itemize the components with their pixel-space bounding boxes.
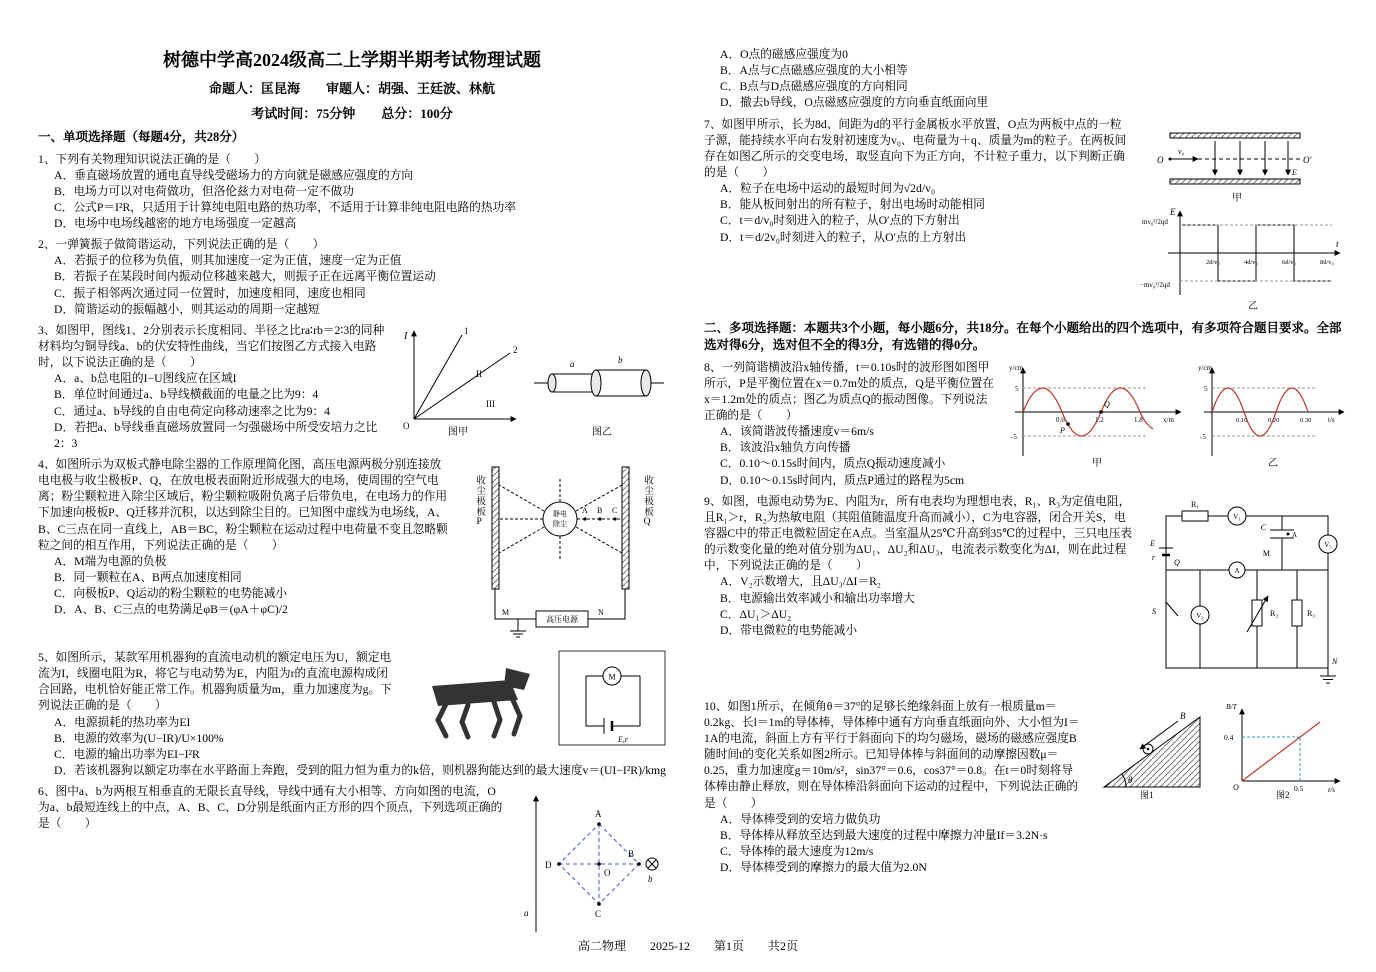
page-title: 树德中学高2024级高二上学期半期考试物理试题 [163, 50, 541, 70]
q8-tick-030: 0.30 [1300, 416, 1312, 424]
q9-option-b: B．电源输出效率减小和输出功率增大 [720, 591, 915, 605]
q6-wire-b-symbol [646, 858, 658, 870]
page-footer: 高二物理 2025-12 第1页 共2页 [578, 939, 798, 953]
q8-stem: 8、一列简谐横波沿x轴传播，t＝0.10s时的波形图如图甲所示，P是平衡位置在x＝0.7m处的质点，Q是平衡位置在x＝1.2m处的质点；图乙为质点Q的振动图像。下列说法正确的是（ ） [704, 360, 994, 422]
q10-stem: 10、如图1所示，在倾角θ＝37°的足够长绝缘斜面上放有一根质量m＝0.2kg、长l＝1m的导体棒，导体棒中通有方向垂直纸面向外、大小恒为I＝1A的电流，斜面上方有平行于斜面向下的均匀磁场，磁场的磁感应强度B随时间t的变化关系如图2所示。已知导体棒与斜面间的动摩擦因数μ＝0.25，重力加速度g＝10m/s²，sin37°＝0.6，cos37°＝0.8。在t＝0时刻将导体棒由静止释放，则在导体棒沿斜面向下运动的过程中，下列说法正确的是（ ） [704, 699, 1080, 810]
q7-field-graph-figure [1140, 203, 1350, 311]
q3-origin-label: O [403, 420, 410, 431]
q7-graph-e-axis-label: E [1170, 206, 1176, 217]
q8-jia-plus5: 5 [1015, 384, 1019, 393]
q7-capacitor-figure [1140, 117, 1345, 203]
q10-rod-current-dot [1147, 747, 1150, 750]
q7-o-label: O [1157, 154, 1164, 165]
q9-q-label: Q [1174, 557, 1180, 567]
q1-option-d: D．电场中电场线越密的地方电场强度一定越高 [54, 217, 297, 231]
q9-r1-label: R₁ [1190, 499, 1200, 509]
q7-figures [1140, 117, 1350, 311]
q3-option-b: B．单位时间通过a、b导线横截面的电量之比为9：4 [54, 388, 319, 402]
q6-option-b: B．A点与C点磁感应强度的大小相等 [720, 64, 908, 78]
q3-iv-graph-figure [396, 323, 666, 437]
q10-option-a: A．导体棒受到的安培力做负功 [720, 812, 881, 826]
q10-option-c: C．导体棒的最大速度为12m/s [720, 844, 874, 858]
q4-figure-canvas [458, 457, 666, 643]
q4-core-label-2: 除尘 [553, 520, 567, 529]
q9-n-label: N [1332, 656, 1338, 666]
q10-b-axis-label: B/T [1226, 701, 1237, 711]
q6-option-a: A．O点的磁感应强度为0 [720, 48, 848, 61]
question-4 [38, 457, 666, 645]
q2-option-c: C．振子相邻两次通过同一位置时，加速度相同，速度也相同 [54, 286, 366, 300]
q10-incline-figure [1092, 699, 1212, 799]
q9-option-d: D．带电微粒的电势能减小 [720, 623, 858, 637]
question-7 [704, 117, 1350, 313]
q6-option-d: D．撤去b导线，O点磁感应强度的方向垂直纸面向里 [720, 96, 989, 110]
question-6 [38, 784, 666, 942]
q2-stem: 2、一弹簧振子做简谐运动，下列说法正确的是（ ） [38, 238, 325, 252]
q3-stem: 3、如图甲，图线1、2分别表示长度相同、半径之比ra∶rb＝2∶3的同种材料均匀铜导线a、b的伏安特性曲线，当它们按图乙方式接入电路时，以下说法正确的是（ ） [38, 323, 385, 370]
q3-option-d: D．若把a、b导线垂直磁场放置同一匀强磁场中所受安培力之比2：3 [54, 420, 378, 450]
q7-oprime-label: O′ [1303, 154, 1312, 165]
q10-bt-graph-figure [1218, 699, 1350, 799]
q3-caption-jia: 图甲 [448, 426, 468, 437]
q6-point-d-label: D [545, 860, 552, 871]
q9-branch-r2 [1247, 570, 1268, 668]
q4-precipitator-figure [458, 457, 666, 643]
q5-battery-label: E,r [618, 735, 628, 745]
q8-jia-y-label: y/cm [1009, 363, 1023, 372]
q6-stem: 6、图中a、b为两根互相垂直的无限长直导线，导线中通有大小相等、方向如图的电流，O为a、b最短连线上的中点，A、B、C、D分别是纸面内正方形的四个顶点，下列选项正确的是（ ） [38, 785, 503, 831]
q9-point-a-label: A [1292, 530, 1298, 539]
q3-wire-a-label: a [570, 358, 575, 369]
q3-region2-label: II [476, 368, 482, 379]
q8-yi-minus5: -5 [1200, 432, 1206, 441]
q9-e-label: E [1150, 538, 1155, 548]
q10-04-label: 0.4 [1224, 732, 1234, 742]
q4-terminal-n-label: N [598, 608, 604, 618]
robot-dog-image [402, 650, 552, 742]
q3-line1-label: 1 [464, 325, 469, 336]
q8-tick-010: 0.10 [1236, 416, 1248, 424]
q4-electrode-circle [543, 502, 577, 536]
q5-option-b: B．电源的效率为(U−IR)/U×100% [54, 731, 224, 745]
q8-option-b: B．该波沿x轴负方向传播 [720, 441, 851, 455]
q7-tick-3: 6d/v₀ [1282, 258, 1296, 266]
q9-resistor-r1 [1182, 511, 1208, 521]
q3-option-a: A．a、b总电阻的I−U图线应在区域I [54, 372, 237, 386]
q4-option-c: C．向极板P、Q运动的粉尘颗粒的电势能减小 [54, 587, 288, 601]
q4-option-b: B．同一颗粒在A、B两点加速度相同 [54, 571, 242, 585]
q3-caption-yi: 图乙 [592, 426, 612, 437]
q9-ground [1320, 668, 1336, 683]
q1-option-a: A．垂直磁场放置的通电直导线受磁场力的方向就是磁感应强度的方向 [54, 168, 414, 182]
q9-r3-label: R₃ [1307, 608, 1316, 618]
right-column [704, 42, 1350, 876]
q9-ammeter-label: A [1234, 566, 1240, 575]
q2-option-a: A．若振子的位移为负值，则其加速度一定为正值，速度一定为正值 [54, 254, 402, 268]
q6-wire-b-label: b [648, 874, 653, 885]
q10-theta-label: θ [1128, 774, 1133, 785]
q10-figures [1092, 699, 1350, 799]
q10-caption-1: 图1 [1140, 789, 1154, 799]
q7-tick-1: 2d/v₀ [1206, 258, 1220, 266]
q8-tick-020: 0.20 [1268, 416, 1280, 424]
q3-region3-label: III [486, 398, 495, 409]
q9-option-a: A．V₂示数增大，且ΔU₃/ΔI＝R₂ [720, 575, 882, 589]
q5-figures [402, 650, 666, 746]
q10-origin-label: O [1233, 782, 1239, 792]
q10-b-label: B [1180, 710, 1186, 721]
q4-point-b-label: B [597, 506, 603, 516]
q5-option-c: C．电源的输出功率为EI−I²R [54, 747, 200, 761]
q10-05-label: 0.5 [1294, 783, 1304, 793]
q8-jia-x-label: x/m [1163, 415, 1174, 424]
q8-caption-jia: 甲 [1092, 457, 1102, 468]
q7-amp-bottom-label: −mv₀²/2qd [1140, 280, 1170, 289]
q9-capacitor [1270, 516, 1294, 570]
q4-plate-p-label: 收尘极板P [474, 475, 485, 529]
q8-jia-minus5: -5 [1011, 432, 1017, 441]
question-10 [704, 699, 1350, 877]
q8-point-p-label: P [1060, 425, 1065, 435]
question-6-options [704, 47, 1350, 112]
q10-caption-2: 图2 [1276, 789, 1290, 799]
q2-option-d: D．简谐运动的振幅越小，则其运动的周期一定越短 [54, 302, 320, 316]
q6-point-c-label: C [595, 909, 602, 920]
q2-option-b: B．若振子在某段时间内振动位移越来越大，则振子正在远离平衡位置运动 [54, 270, 436, 284]
question-5 [38, 650, 666, 779]
q9-circuit-wires [1166, 516, 1328, 668]
q7-graph-t-axis-label: t [1336, 238, 1339, 249]
q7-caption-yi: 乙 [1248, 300, 1258, 311]
q4-terminal-m-label: M [502, 608, 510, 618]
q8-option-d: D．0.10～0.15s时间内，质点P通过的路程为5cm [720, 473, 965, 487]
q1-stem: 1、下列有关物理知识说法正确的是（ ） [38, 152, 266, 166]
authors-line: 命题人：匡昆海 审题人：胡强、王廷波、林航 [208, 81, 495, 96]
q10-bt-line [1242, 722, 1320, 781]
q7-caption-jia: 甲 [1232, 192, 1242, 203]
q5-stem: 5、如图所示，某款军用机器狗的直流电动机的额定电压为U，额定电流为I，线圈电阻为R，将它与电动势为E，内阻为r的直流电源构成闭合回路，电机恰好能正常工作。机器狗质量为m，重力加速度为g。下列说法正确的是（ ） [38, 651, 392, 713]
q3-wire-b-label: b [618, 354, 623, 365]
q4-option-d: D．A、B、C三点的电势满足φB＝(φA＋φC)/2 [54, 603, 288, 617]
q7-option-d: D．t＝d/2v₀时刻进入的粒子，从O′点的上方射出 [720, 230, 967, 244]
q9-m-label: M [1262, 548, 1270, 558]
q8-tick-18: 1.8 [1134, 415, 1143, 424]
q8-yi-plus5: 5 [1204, 384, 1208, 393]
q8-tick-12: 1.2 [1095, 415, 1104, 424]
q8-caption-yi: 乙 [1268, 457, 1278, 468]
q6-option-c: C．B点与D点磁感应强度的方向相同 [720, 80, 908, 94]
q9-v1-label: V₁ [1233, 512, 1241, 521]
q8-option-a: A．该简谐波传播速度v＝6m/s [720, 425, 874, 439]
q4-option-a: A．M端为电源的负极 [54, 554, 167, 568]
q8-tick-06: 0.6 [1056, 415, 1065, 424]
q9-c-label: C [1260, 522, 1266, 532]
q8-yi-y-label: y/cm [1198, 363, 1212, 372]
q7-option-b: B．能从板间射出的所有粒子，射出电场时动能相同 [720, 198, 985, 212]
q7-tick-2: 4d/v₀ [1244, 258, 1258, 266]
q9-particle-dot [1287, 532, 1290, 535]
q7-stem: 7、如图甲所示，长为8d、间距为d的平行金属板水平放置，O点为两板中点的一粒子源，能持续水平向右发射初速度为v₀、电荷量为＋q、质量为m的粒子。在两板间存在如图乙所示的交变电场，取竖直向下为正方向，不计粒子重力，以下判断正确的是（ ） [704, 117, 1127, 179]
exam-info-line: 考试时间：75分钟 总分：100分 [251, 106, 453, 121]
q3-line2-label: 2 [513, 344, 518, 355]
q4-plate-q-label: 收尘极板Q [642, 475, 653, 529]
q5-circuit-wires [586, 676, 640, 726]
q5-option-a: A．电源损耗的热功率为EI [54, 715, 191, 729]
q10-option-d: D．导体棒受到的摩擦力的最大值为2.0N [720, 861, 927, 875]
q10-option-b: B．导体棒从释放至达到最大速度的过程中摩擦力冲量If＝3.2N·s [720, 828, 1048, 842]
q6-point-b-label: B [628, 849, 635, 860]
q6-point-a-label: A [595, 809, 602, 820]
q9-switch [1166, 602, 1178, 616]
q8-point-q-dot [1099, 410, 1103, 414]
q7-e-label: E [1292, 167, 1297, 177]
q7-amp-top-label: mv₀²/2qd [1142, 217, 1168, 226]
q7-option-c: C．t＝d/v₀时刻进入的粒子，从O′点的下方射出 [720, 214, 960, 228]
q3-graph-lines [414, 331, 516, 419]
q8-option-c: C．0.10～0.15s时间内，质点Q振动速度减小 [720, 457, 946, 471]
left-column [38, 46, 666, 942]
q8-yi-x-label: t/s [1328, 415, 1335, 424]
q8-vibration-graph-figure [1198, 360, 1350, 468]
section-1-heading: 一、单项选择题（每题4分，共28分） [38, 130, 245, 144]
q4-right-plate [622, 467, 629, 589]
q1-option-b: B．电场力可以对电荷做功，但洛伦兹力对电荷一定不做功 [54, 184, 354, 198]
q6-point-o-label: O [604, 868, 611, 879]
q8-wave-snapshot-figure [1007, 360, 1192, 468]
q6-wire-a-label: a [524, 908, 529, 919]
q9-stem: 9、如图，电源电动势为E、内阻为r，所有电表均为理想电表，R₁、R₃为定值电阻，且R₁＞r，R₂为热敏电阻（其阻值随温度升高而减小），C为电容器，闭合开关S，电容器C中的带正电微粒固定在A点。当室温从25℃升高到35℃的过程中，三只电压表的示数变化量的绝对值分别为ΔU₁、ΔU₂和ΔU₃，电流表示数变化为ΔI，则在此过程中，下列说法正确的是（ ） [704, 494, 1133, 573]
q4-wires [495, 589, 625, 637]
q7-v0-label: v₀ [1178, 146, 1185, 156]
q7-top-plate [1170, 133, 1300, 138]
question-9 [704, 494, 1350, 694]
q4-stem: 4、如图所示为双板式静电除尘器的工作原理简化图，高压电源两极分别连接放电电极与收尘极板P、Q，在放电极表面附近形成强大的电场，使周围的空气电离；粉尘颗粒进入除尘区域后，粉尘颗粒吸附负离子后带负电，在电场力的作用下加速向极板P、Q迁移并沉积，以达到除尘目的。已知图中虚线为电场线，A、B、C三点在同一直线上，AB＝BC，粉尘颗粒在运动过程中电荷量不变且忽略颗粒之间的相互作用，下列说法正确的是（ ） [38, 458, 448, 552]
q10-t-axis-label: t/s [1328, 784, 1336, 794]
q9-r-label: r [1151, 552, 1155, 562]
section-2-heading: 二、多项选择题：本题共3个小题，每小题6分，共18分。在每个小题给出的四个选项中，有多项符合题目要求。全部选对得6分，选对但不全的得3分，有选错的得0分。 [704, 320, 1342, 353]
q3-option-c: C．通过a、b导线的自由电荷定向移动速率之比为9：4 [54, 404, 330, 418]
question-3 [38, 323, 666, 452]
q8-point-p-dot [1066, 422, 1070, 426]
q9-r2-label: R₂ [1270, 608, 1279, 618]
q9-option-c: C．ΔU₁＞ΔU₂ [720, 607, 792, 621]
q7-bottom-plate [1170, 179, 1300, 184]
q4-point-a-label: A [582, 506, 588, 516]
question-2 [38, 237, 666, 318]
q4-point-c-label: C [612, 506, 618, 516]
q9-v3-label: V₃ [1324, 540, 1332, 549]
q6-wires-figure [514, 784, 666, 940]
q4-left-plate [492, 467, 499, 589]
q3-cylinder [534, 370, 664, 396]
q5-motor-circuit-figure [558, 650, 666, 746]
q7-tick-4: 8d/v₀ [1320, 258, 1334, 266]
q1-option-c: C．公式P＝I²R，只适用于计算纯电阻电路的热功率，不适用于计算非纯电阻电路的热功率 [54, 200, 516, 214]
q5-motor-label: M [608, 672, 616, 682]
q8-point-q-label: Q [1104, 399, 1110, 409]
q4-supply-label: 高压电源 [546, 615, 578, 625]
q8-figures [1007, 360, 1350, 468]
q4-core-label-1: 静电 [553, 510, 567, 519]
q3-y-axis-label: I [404, 330, 408, 342]
q9-branch-r3 [1292, 570, 1302, 668]
q5-option-d: D．若该机器狗以额定功率在水平路面上奔跑，受到的阻力恒为重力的k倍，则机器狗能达到的最大速度v＝(UI−I²R)/kmg [54, 764, 666, 778]
q9-circuit-figure [1142, 494, 1350, 692]
question-1 [38, 152, 666, 233]
q9-v2-label: V₂ [1196, 611, 1204, 620]
question-8 [704, 360, 1350, 489]
q7-field-arrows [1215, 141, 1288, 175]
q9-s-label: S [1152, 606, 1156, 616]
q7-option-a: A．粒子在电场中运动的最短时间为√2d/v₀ [720, 182, 936, 196]
